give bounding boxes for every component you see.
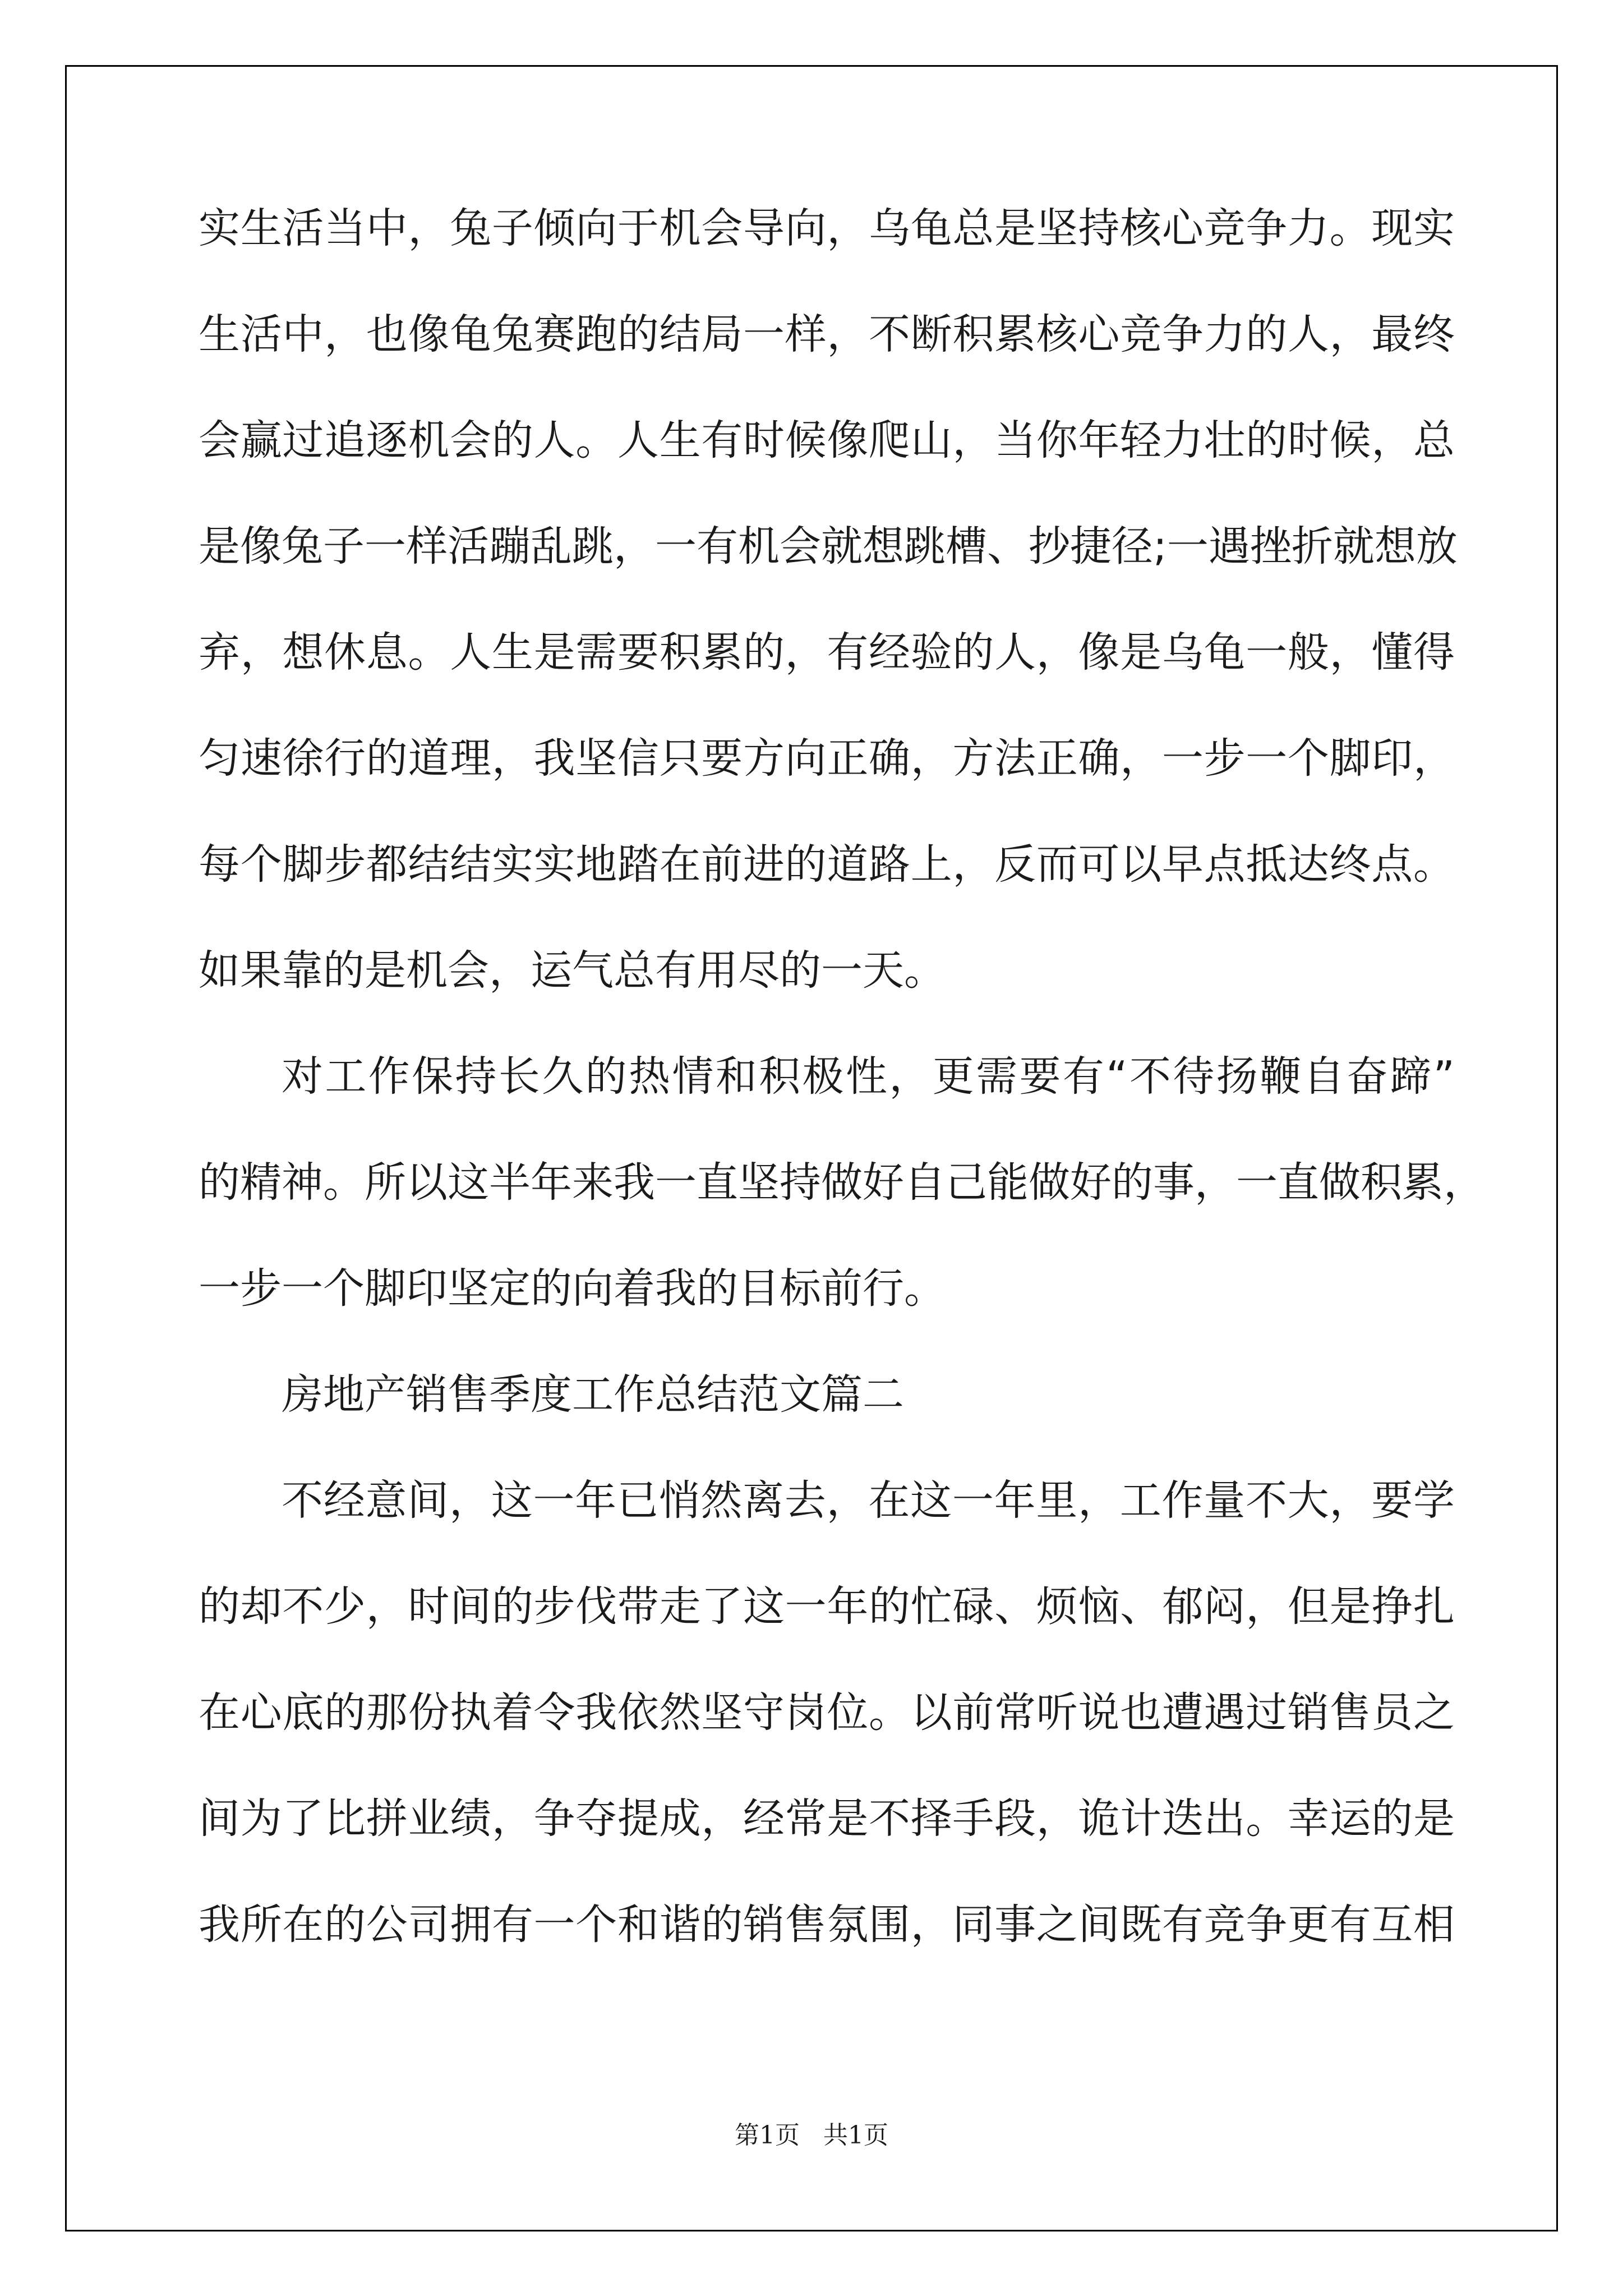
text-line: 间为了比拼业绩，争夺提成，经常是不择手段，诡计迭出。幸运的是 <box>199 1795 1455 1843</box>
text-line: 实生活当中，兔子倾向于机会导向，乌龟总是坚持核心竞争力。现实 <box>199 204 1455 252</box>
text-line: 弃，想休息。人生是需要积累的，有经验的人，像是乌龟一般，懂得 <box>199 628 1455 677</box>
text-line: 生活中，也像龟兔赛跑的结局一样，不断积累核心竞争力的人，最终 <box>199 310 1455 358</box>
text-line: 我所在的公司拥有一个和谐的销售氛围，同事之间既有竞争更有互相 <box>199 1901 1455 1949</box>
text-line: 会赢过追逐机会的人。人生有时候像爬山，当你年轻力壮的时候，总 <box>199 416 1455 464</box>
page-footer: 第1页 共1页 <box>735 2121 888 2150</box>
text-line: 不经意间，这一年已悄然离去，在这一年里，工作量不大，要学 <box>282 1476 1455 1525</box>
text-line: 如果靠的是机会，运气总有用尽的一天。 <box>199 946 946 995</box>
text-line: 匀速徐行的道理，我坚信只要方向正确，方法正确，一步一个脚印， <box>199 734 1455 783</box>
text-line: 一步一个脚印坚定的向着我的目标前行。 <box>199 1264 946 1313</box>
paragraph <box>199 1476 1455 2010</box>
text-line: 房地产销售季度工作总结范文篇二 <box>282 1370 904 1419</box>
text-line: 每个脚步都结结实实地踏在前进的道路上，反而可以早点抵达终点。 <box>199 840 1455 889</box>
text-line: 的却不少，时间的步伐带走了这一年的忙碌、烦恼、郁闷，但是挣扎 <box>199 1582 1455 1631</box>
text-line: 对工作保持长久的热情和积极性，更需要有“不待扬鞭自奋蹄” <box>282 1052 1455 1101</box>
text-line: 在心底的那份执着令我依然坚守岗位。以前常听说也遭遇过销售员之 <box>199 1688 1455 1737</box>
text-line: 是像兔子一样活蹦乱跳，一有机会就想跳槽、抄捷径;一遇挫折就想放 <box>199 522 1458 570</box>
section-heading <box>199 1370 1455 1480</box>
paragraph <box>199 1052 1485 1374</box>
paragraph <box>199 204 1458 1056</box>
text-line: 的精神。所以这半年来我一直坚持做好自己能做好的事，一直做积累， <box>199 1158 1485 1207</box>
document-body <box>199 204 1485 2010</box>
